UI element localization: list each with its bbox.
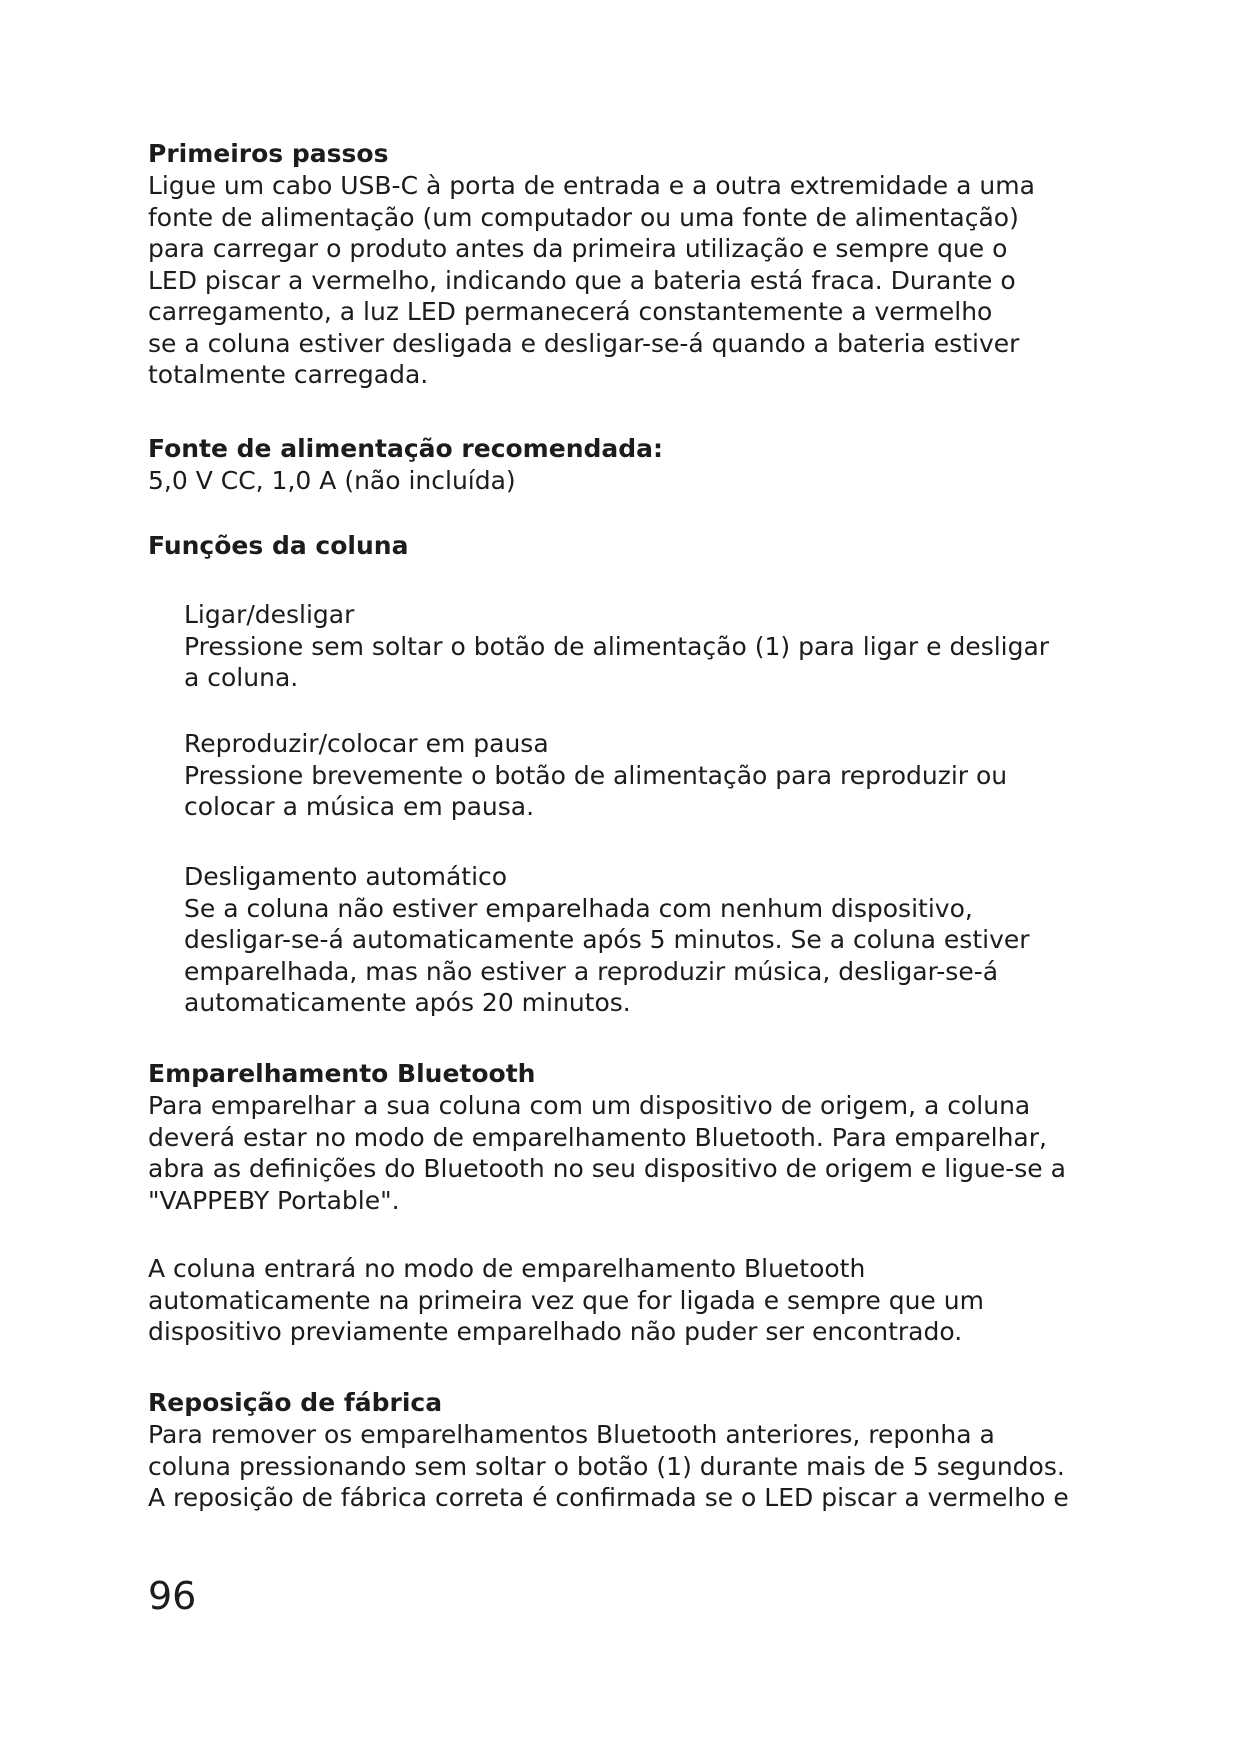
section-bluetooth-pairing [148,1057,1098,1216]
section-speaker-functions [148,529,1098,562]
function-title: Reproduzir/colocar em pausa [184,729,549,758]
function-power-on-off [184,599,1098,694]
section-body: Para emparelhar a sua coluna com um dispositivo de origem, a coluna deverá estar no modo de emparelhamento Bluetooth. Para emparelhar, abra as definições do Bluetooth no seu dispositivo de origem e ligue-se a "VAPPEBY Portable". [148,1091,1066,1215]
section-body: Ligue um cabo USB-C à porta de entrada e a outra extremidade a uma fonte de alimentação (um computador ou uma fonte de alimentação) para carregar o produto antes da primeira utilização e sempre que o LED piscar a vermelho, indicando que a bateria está fraca. Durante o carregamento, a luz LED permanecerá constantemente a vermelho se a coluna estiver desligada e desligar-se-á quando a bateria estiver totalmente carregada. [148,171,1035,389]
function-title: Ligar/desligar [184,600,355,629]
function-body: Pressione brevemente o botão de alimentação para reproduzir ou colocar a música em pausa. [184,760,1008,821]
section-title: Funções da coluna [148,531,409,560]
function-play-pause [184,728,1098,823]
section-body: A coluna entrará no modo de emparelhamento Bluetooth automaticamente na primeira vez que for ligada e sempre que um dispositivo previamente emparelhado não puder ser encontrado. [148,1254,984,1346]
section-body: Para remover os emparelhamentos Bluetooth anteriores, reponha a coluna pressionando sem soltar o botão (1) durante mais de 5 segundos. A reposição de fábrica correta é confirmada se o LED piscar a vermelho e [148,1420,1069,1512]
section-bluetooth-pairing-note [148,1253,1098,1348]
function-body: Se a coluna não estiver emparelhada com nenhum dispositivo, desligar-se-á automaticamente após 5 minutos. Se a coluna estiver emparelhada, mas não estiver a reproduzir música, desligar-se-á automaticamente após 20 minutos. [184,893,1030,1017]
section-body: 5,0 V CC, 1,0 A (não incluída) [148,466,516,495]
function-body: Pressione sem soltar o botão de alimentação (1) para ligar e desligar a coluna. [184,631,1050,692]
section-power-supply [148,432,1098,497]
section-title: Emparelhamento Bluetooth [148,1059,536,1088]
section-title: Primeiros passos [148,139,389,168]
function-title: Desligamento automático [184,862,508,891]
section-title: Reposição de fábrica [148,1388,443,1417]
section-title: Fonte de alimentação recomendada: [148,434,664,463]
page-number: 96 [148,1574,197,1618]
function-auto-off [184,861,1098,1019]
section-getting-started [148,137,1098,391]
section-factory-reset [148,1386,1098,1514]
